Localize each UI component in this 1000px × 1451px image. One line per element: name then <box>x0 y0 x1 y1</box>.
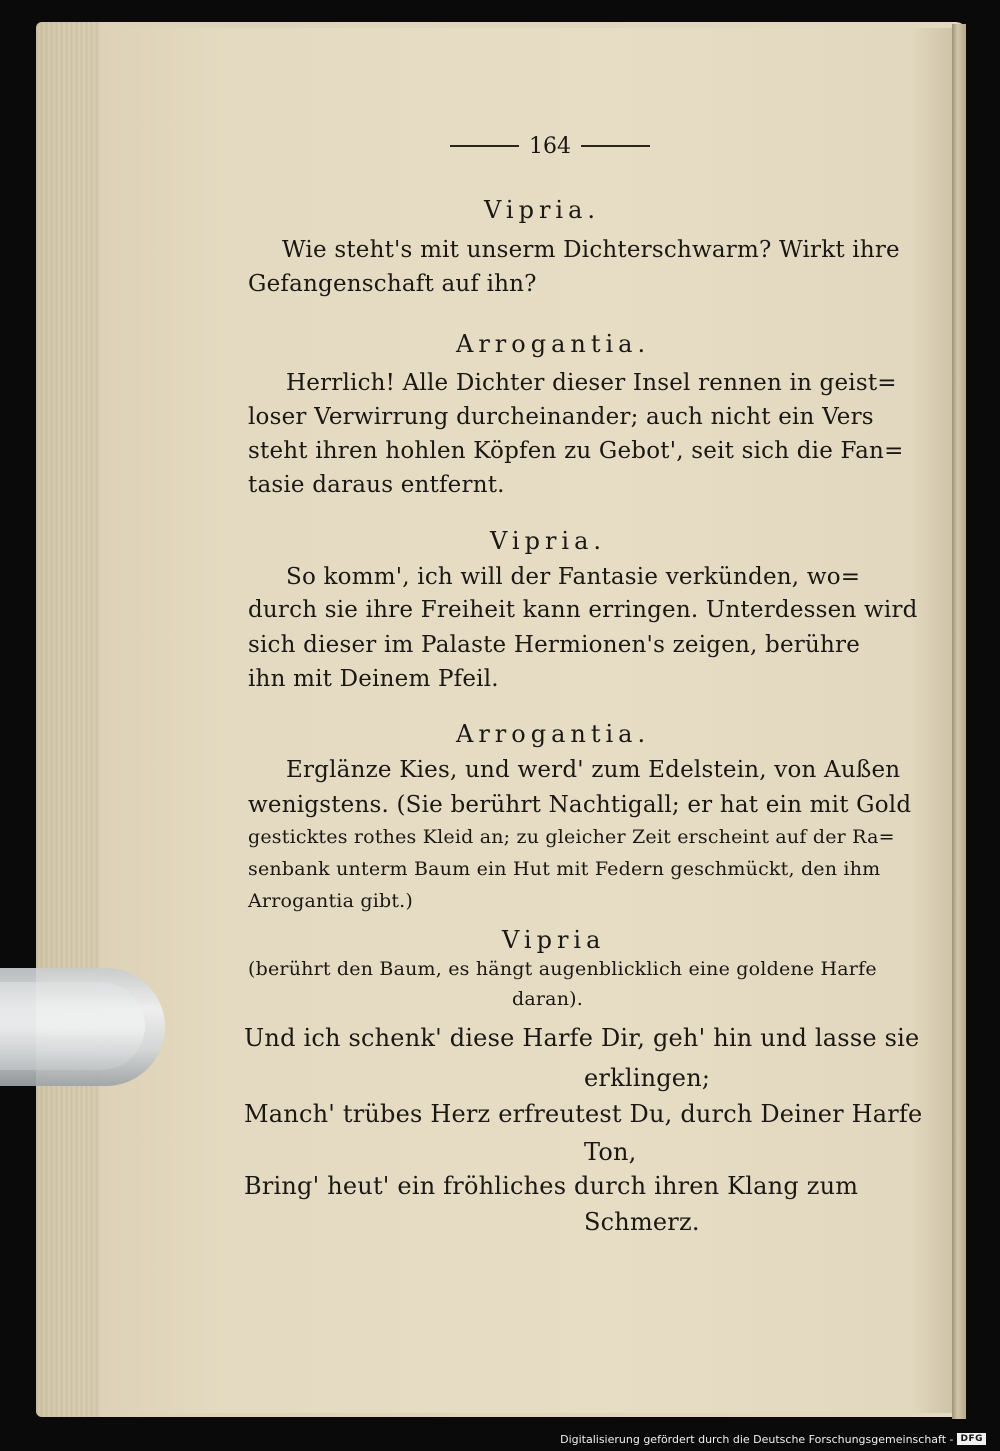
verse-line: Bring' heut' ein fröhliches durch ihren Klang zum <box>244 1172 859 1200</box>
header-rule-right <box>581 145 650 147</box>
text-line: Gefangenschaft auf ihn? <box>248 271 537 297</box>
speaker-name: Arrogantia. <box>456 720 651 748</box>
speaker-name: Arrogantia. <box>456 330 651 358</box>
verse-line: Und ich schenk' diese Harfe Dir, geh' hin und lasse sie <box>244 1024 920 1052</box>
text-line: durch sie ihre Freiheit kann erringen. Unterdessen wird <box>248 597 918 623</box>
text-line: Erglänze Kies, und werd' zum Edelstein, von Außen <box>286 757 901 783</box>
verse-line: Schmerz. <box>584 1208 700 1236</box>
stage-direction-line: gesticktes rothes Kleid an; zu gleicher Zeit erscheint auf der Ra= <box>248 826 895 848</box>
speaker-name: Vipria. <box>484 196 601 224</box>
speaker-name: Vipria. <box>490 527 607 555</box>
text-line: ihn mit Deinem Pfeil. <box>248 666 499 692</box>
page-header <box>440 128 660 164</box>
footer-credit-text: Digitalisierung gefördert durch die Deutsche Forschungsgemeinschaft - <box>560 1432 954 1446</box>
page-holder-clip-highlight <box>0 982 145 1070</box>
verse-line: Manch' trübes Herz erfreutest Du, durch Deiner Harfe <box>244 1100 923 1128</box>
stage-direction-line: Arrogantia gibt.) <box>248 890 414 912</box>
book-spine-edge <box>952 24 966 1419</box>
stage-direction-line: senbank unterm Baum ein Hut mit Federn geschmückt, den ihm <box>248 858 881 880</box>
text-line: wenigstens. (Sie berührt Nachtigall; er hat ein mit Gold <box>248 792 912 818</box>
page-edges <box>36 22 100 1417</box>
page-number: 164 <box>529 133 571 159</box>
text-line: sich dieser im Palaste Hermionen's zeigen, berühre <box>248 632 861 658</box>
header-rule-left <box>450 145 519 147</box>
text-line: Herrlich! Alle Dichter dieser Insel rennen in geist= <box>286 370 897 396</box>
digitization-footer <box>560 1430 986 1448</box>
text-line: steht ihren hohlen Köpfen zu Gebot', seit sich die Fan= <box>248 438 904 464</box>
verse-line: Ton, <box>584 1138 637 1166</box>
stage-direction-line: (berührt den Baum, es hängt augenblicklich eine goldene Harfe <box>248 958 877 980</box>
text-line: tasie daraus entfernt. <box>248 472 505 498</box>
text-line: loser Verwirrung durcheinander; auch nicht ein Vers <box>248 404 874 430</box>
stage-direction-line: daran). <box>512 988 583 1010</box>
verse-line: erklingen; <box>584 1064 711 1092</box>
text-line: Wie steht's mit unserm Dichterschwarm? Wirkt ihre <box>282 237 900 263</box>
text-line: So komm', ich will der Fantasie verkünden, wo= <box>286 564 861 590</box>
dfg-logo: DFG <box>957 1433 986 1445</box>
speaker-name: Vipria <box>502 926 606 954</box>
